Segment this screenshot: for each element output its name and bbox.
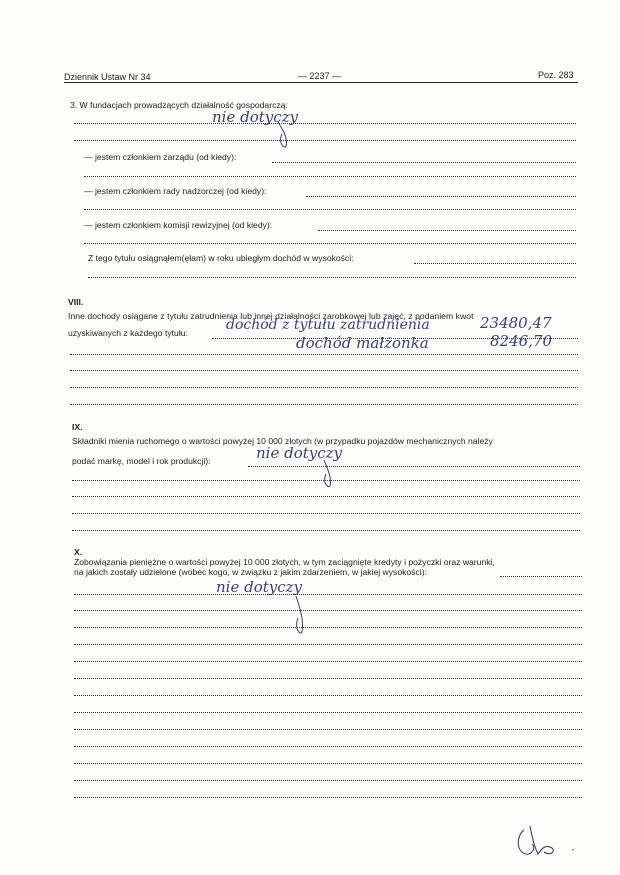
dotted-line bbox=[70, 404, 578, 405]
dotted-line bbox=[74, 780, 582, 781]
margin-mark: • bbox=[572, 848, 575, 854]
handwritten-not-applicable-3: nie dotyczy bbox=[216, 578, 303, 596]
handwritten-flourish-3 bbox=[268, 594, 328, 638]
dotted-line bbox=[72, 513, 580, 514]
dotted-line bbox=[500, 576, 582, 577]
section-viii-text-2: uzyskiwanych z każdego tytułu: bbox=[68, 328, 188, 338]
dotted-line bbox=[306, 196, 576, 197]
position-number: Poz. 283 bbox=[538, 70, 574, 80]
dotted-line bbox=[272, 162, 576, 163]
dotted-line bbox=[74, 712, 582, 713]
dotted-line bbox=[74, 140, 576, 141]
dotted-line bbox=[70, 354, 578, 355]
dotted-line bbox=[72, 480, 580, 481]
dotted-line bbox=[84, 176, 576, 177]
dotted-line bbox=[70, 370, 578, 371]
handwritten-flourish-2 bbox=[300, 458, 360, 490]
dotted-line bbox=[70, 387, 578, 388]
section-ix-text-1: Składniki mienia ruchomego o wartości powyżej 10 000 złotych (w przypadku pojazdów mechanicznych należy bbox=[72, 436, 493, 446]
dotted-line bbox=[74, 594, 582, 595]
header-rule bbox=[64, 82, 578, 83]
journal-title: Dziennik Ustaw Nr 34 bbox=[64, 72, 151, 82]
dotted-line bbox=[74, 763, 582, 764]
handwritten-spouse-income: dochód małżonka bbox=[296, 334, 429, 352]
dotted-line bbox=[72, 496, 580, 497]
dotted-line bbox=[74, 644, 582, 645]
dotted-line bbox=[74, 746, 582, 747]
dotted-line bbox=[74, 695, 582, 696]
dotted-line bbox=[318, 230, 576, 231]
foundation-heading: 3. W fundacjach prowadzących działalność gospodarczą: bbox=[70, 100, 288, 110]
handwritten-flourish-1 bbox=[238, 120, 328, 150]
handwritten-amount-2: 8246,70 bbox=[490, 332, 553, 350]
audit-member-label: — jestem członkiem komisji rewizyjnej (od kiedy): bbox=[84, 220, 273, 230]
handwritten-amount-1: 23480,47 bbox=[480, 314, 552, 332]
handwritten-not-applicable-1: nie dotyczy bbox=[212, 108, 299, 126]
section-ix-text-2: podać markę, model i rok produkcji): bbox=[72, 456, 211, 466]
dotted-line bbox=[74, 123, 576, 124]
handwritten-not-applicable-2: nie dotyczy bbox=[256, 444, 343, 462]
section-viii-numeral: VIII. bbox=[68, 297, 84, 307]
page-number: — 2237 — bbox=[298, 71, 342, 81]
dotted-line bbox=[74, 729, 582, 730]
handwritten-employment-income: dochód z tytułu zatrudnienia bbox=[226, 317, 430, 333]
section-ix-numeral: IX. bbox=[72, 422, 83, 432]
section-x-text-2: na jakich zostały udzielone (wobec kogo, w związku z jakim zdarzeniem, w jakiej wysokości): bbox=[74, 567, 427, 577]
dotted-line bbox=[248, 466, 580, 467]
dotted-line bbox=[74, 627, 582, 628]
board-member-label: — jestem członkiem zarządu (od kiedy): bbox=[84, 152, 237, 162]
dotted-line bbox=[74, 661, 582, 662]
dotted-line bbox=[88, 277, 576, 278]
section-viii-text-1: Inne dochody osiągane z tytułu zatrudnienia lub innej działalności zarobkowej lub zajęć, z podaniem kwot bbox=[68, 311, 474, 321]
signature-initials bbox=[512, 822, 562, 862]
dotted-line bbox=[74, 610, 582, 611]
dotted-line bbox=[72, 530, 580, 531]
income-label: Z tego tytułu osiągnąłem(ęłam) w roku ubiegłym dochód w wysokości: bbox=[88, 253, 354, 263]
dotted-line bbox=[84, 243, 576, 244]
section-x-text-1: Zobowiązania pieniężne o wartości powyżej 10 000 złotych, w tym zaciągnięte kredyty i pożyczki oraz warunki, bbox=[74, 557, 495, 567]
dotted-line bbox=[414, 263, 576, 264]
dotted-line bbox=[74, 797, 582, 798]
section-x-numeral: X. bbox=[74, 547, 83, 557]
dotted-line bbox=[84, 209, 576, 210]
supervisory-member-label: — jestem członkiem rady nadzorczej (od kiedy): bbox=[84, 186, 267, 196]
dotted-line bbox=[74, 678, 582, 679]
